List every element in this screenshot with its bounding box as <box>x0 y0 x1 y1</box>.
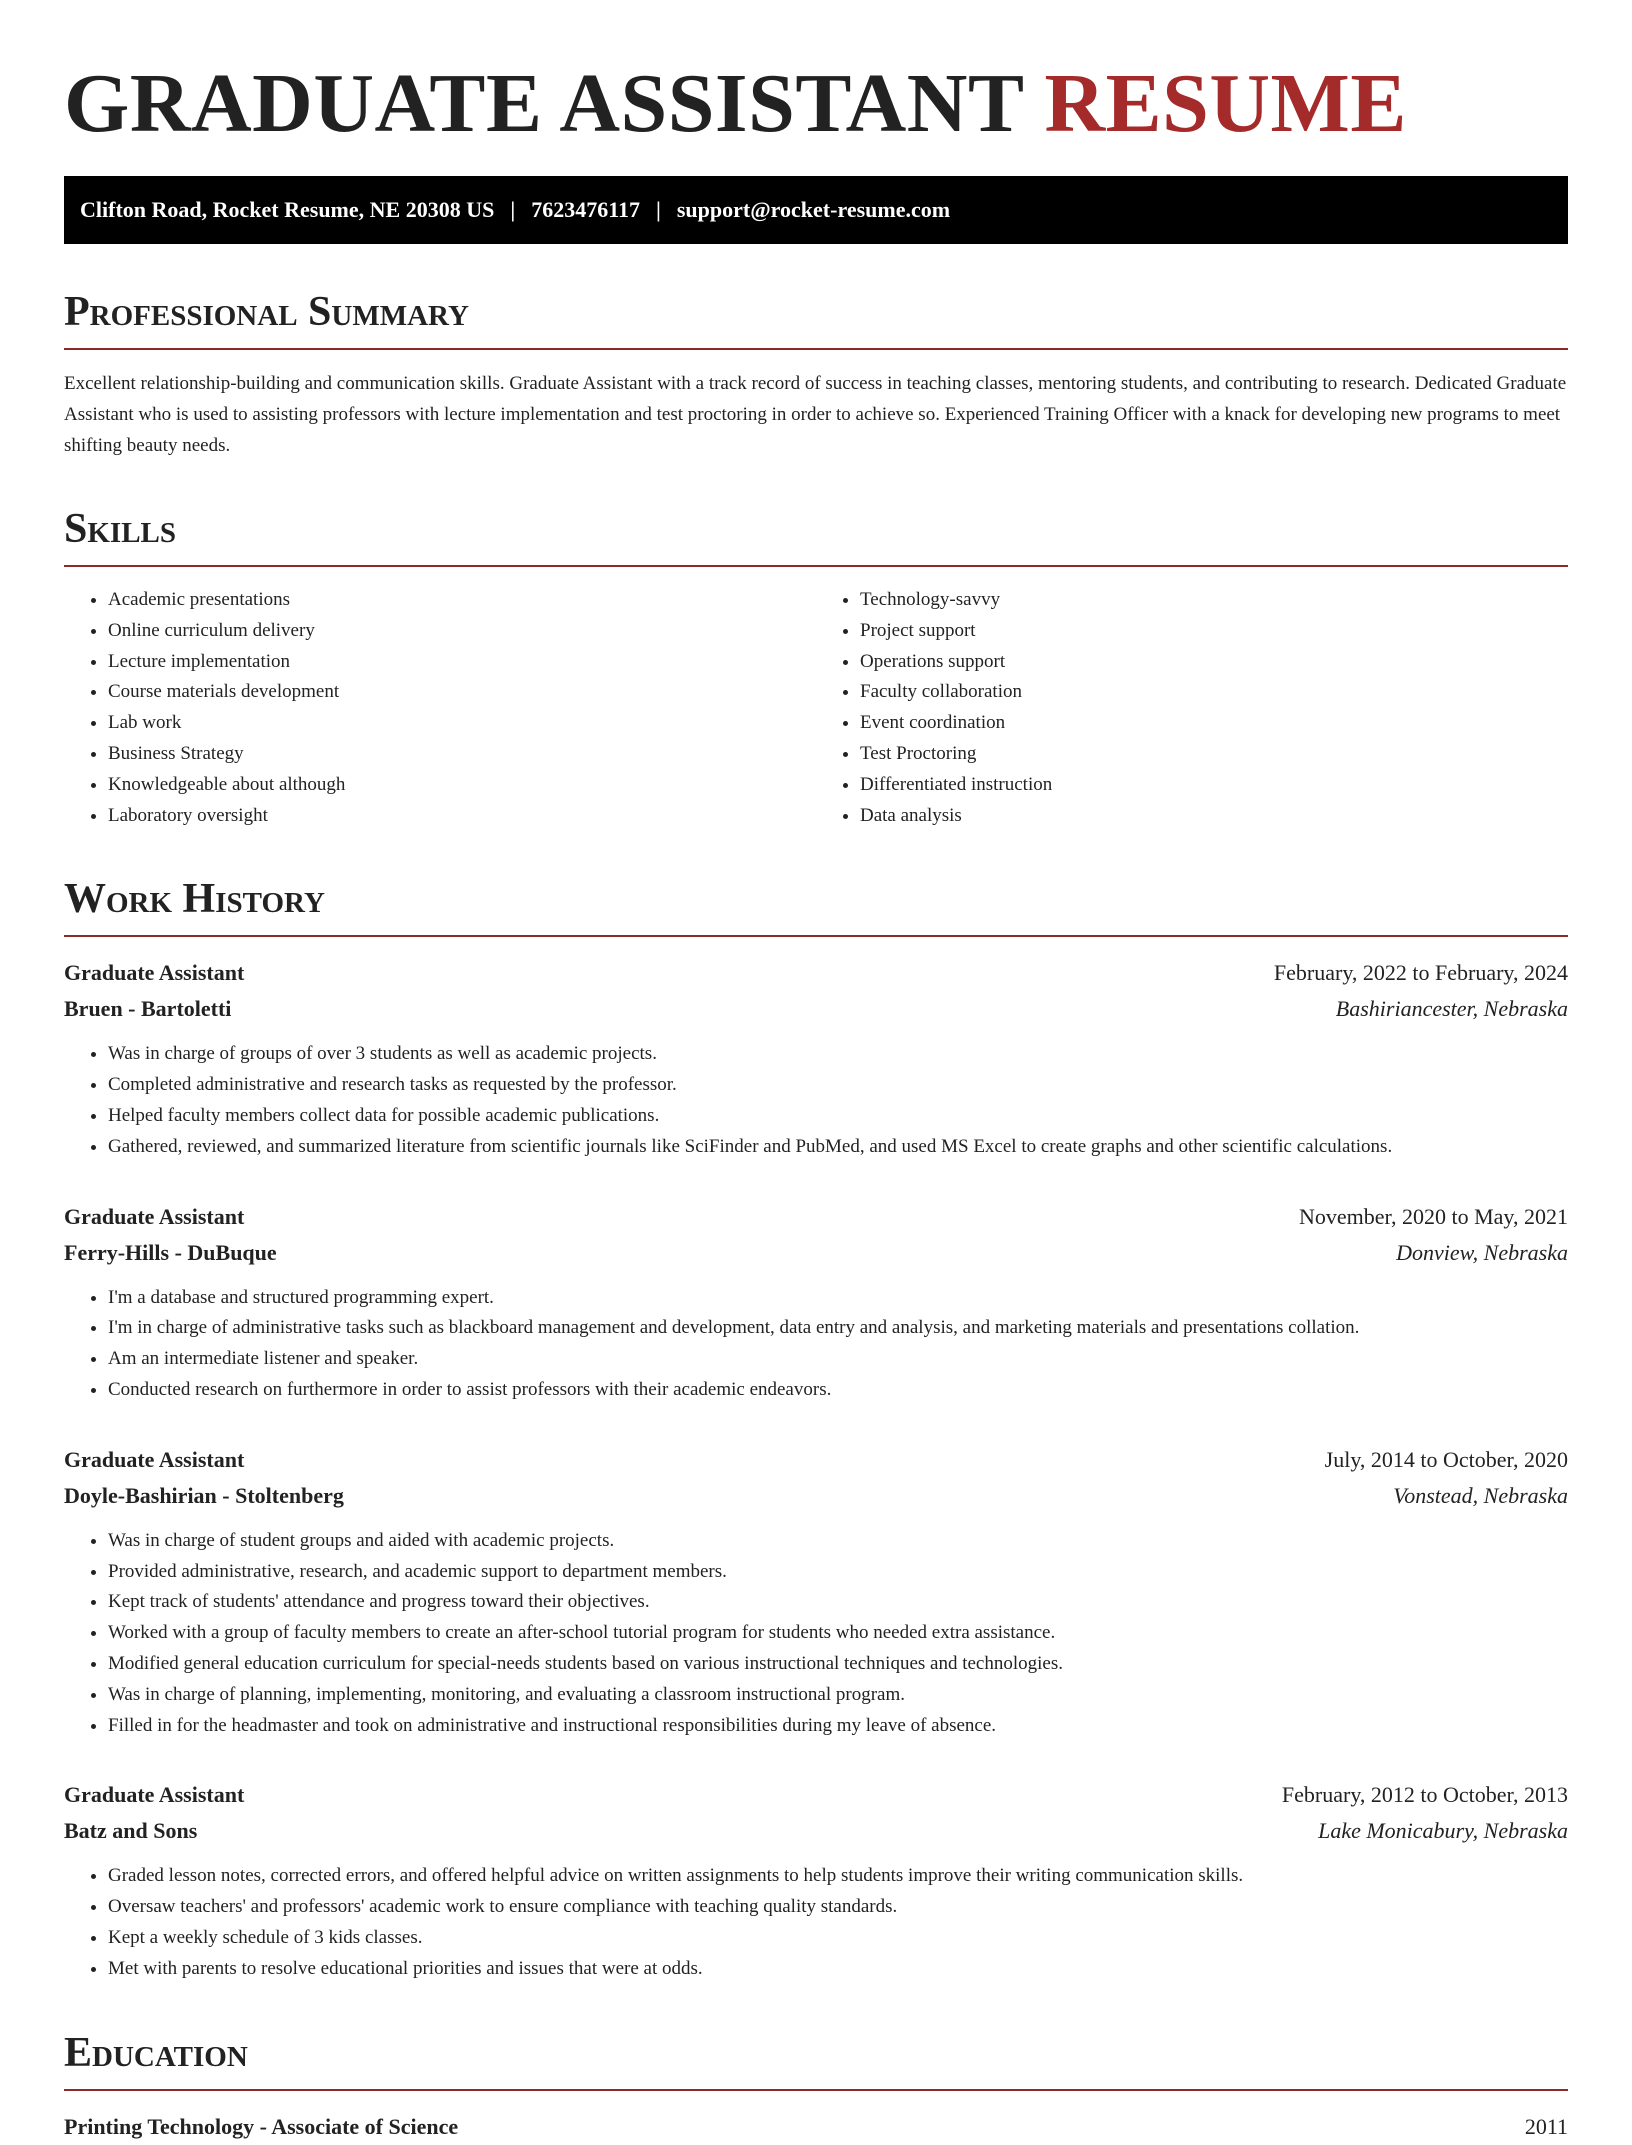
job-entry <box>64 955 1568 1162</box>
job-bullet: • Met with parents to resolve educational priorities and issues that were at odds. <box>108 1954 1568 1985</box>
job-bullet: • Am an intermediate listener and speaker. <box>108 1344 1568 1375</box>
skill-item: • Test Proctoring <box>860 739 1568 770</box>
job-company-row <box>64 1478 1568 1514</box>
skill-item: • Course materials development <box>108 677 816 708</box>
skill-item: • Operations support <box>860 647 1568 678</box>
job-header-row <box>64 955 1568 991</box>
job-bullet: • Conducted research on furthermore in order to assist professors with their academic endeavors. <box>108 1375 1568 1406</box>
skill-item: • Online curriculum delivery <box>108 616 816 647</box>
job-bullet: • Provided administrative, research, and academic support to department members. <box>108 1557 1568 1588</box>
contact-phone: 7623476117 <box>531 197 640 222</box>
education-heading: Education <box>64 2029 1568 2091</box>
work-history-list <box>64 955 1568 1984</box>
contact-address: Clifton Road, Rocket Resume, NE 20308 US <box>80 197 495 222</box>
job-dates: February, 2022 to February, 2024 <box>1273 960 1568 986</box>
job-title: Graduate Assistant <box>64 960 245 986</box>
summary-heading: Professional Summary <box>64 288 1568 350</box>
job-bullet: • Graded lesson notes, corrected errors, and offered helpful advice on written assignments to help students improve their writing communication skills. <box>108 1861 1568 1892</box>
skill-item: • Lab work <box>108 708 816 739</box>
job-dates: July, 2014 to October, 2020 <box>1324 1446 1568 1472</box>
skills-column-right <box>816 585 1568 831</box>
job-company-row <box>64 991 1568 1027</box>
skill-item: • Faculty collaboration <box>860 677 1568 708</box>
title-main: GRADUATE ASSISTANT <box>64 57 1023 150</box>
job-entry <box>64 1199 1568 1406</box>
education-entry <box>64 2109 1568 2145</box>
job-location: Donview, Nebraska <box>1396 1239 1568 1265</box>
job-header-row <box>64 1199 1568 1235</box>
job-bullet: • Worked with a group of faculty members to create an after-school tutorial program for students who needed extra assistance. <box>108 1618 1568 1649</box>
job-bullet: • Modified general education curriculum for special-needs students based on various instructional techniques and technologies. <box>108 1649 1568 1680</box>
skill-item: • Event coordination <box>860 708 1568 739</box>
job-bullet: • Kept track of students' attendance and progress toward their objectives. <box>108 1587 1568 1618</box>
job-entry <box>64 1442 1568 1742</box>
company-name: Ferry-Hills - DuBuque <box>64 1239 277 1265</box>
job-location: Bashiriancester, Nebraska <box>1335 996 1568 1022</box>
job-dates: February, 2012 to October, 2013 <box>1281 1782 1568 1808</box>
skill-item: • Data analysis <box>860 801 1568 832</box>
job-bullet: • Gathered, reviewed, and summarized literature from scientific journals like SciFinder and PubMed, and used MS Excel to create graphs and other scientific calculations. <box>108 1132 1568 1163</box>
skill-item: • Laboratory oversight <box>108 801 816 832</box>
education-year: 2011 <box>1524 2113 1568 2139</box>
skill-item: • Lecture implementation <box>108 647 816 678</box>
job-entry <box>64 1777 1568 1984</box>
job-bullet: • Was in charge of student groups and aided with academic projects. <box>108 1526 1568 1557</box>
skill-item: • Business Strategy <box>108 739 816 770</box>
job-company-row <box>64 1235 1568 1271</box>
contact-separator: | <box>655 197 661 222</box>
job-company-row <box>64 1813 1568 1849</box>
job-title: Graduate Assistant <box>64 1446 245 1472</box>
job-bullet: • Was in charge of planning, implementing, monitoring, and evaluating a classroom instructional program. <box>108 1680 1568 1711</box>
job-bullet: • Filled in for the headmaster and took on administrative and instructional responsibilities during my leave of absence. <box>108 1711 1568 1742</box>
job-bullet: • Helped faculty members collect data for possible academic publications. <box>108 1101 1568 1132</box>
skill-item: • Academic presentations <box>108 585 816 616</box>
job-bullet: • I'm a database and structured programming expert. <box>108 1283 1568 1314</box>
resume-title <box>64 56 1568 152</box>
skills-column-left <box>64 585 816 831</box>
job-bullet: • Was in charge of groups of over 3 students as well as academic projects. <box>108 1039 1568 1070</box>
summary-text: Excellent relationship-building and communication skills. Graduate Assistant with a track record of success in teaching classes, mentoring students, and contributing to research. Dedicated Graduate Assistant who is used to assisting professors with lecture implementation and test proctoring in order to achieve so. Experienced Training Officer with a knack for developing new programs to meet shifting beauty needs. <box>64 373 1567 456</box>
work-history-heading: Work History <box>64 875 1568 937</box>
job-bullet: • I'm in charge of administrative tasks such as blackboard management and development, data entry and analysis, and marketing materials and presentations collation. <box>108 1313 1568 1344</box>
skill-item: • Project support <box>860 616 1568 647</box>
job-dates: November, 2020 to May, 2021 <box>1299 1203 1568 1229</box>
title-accent: RESUME <box>1044 57 1407 150</box>
skills-heading: Skills <box>64 505 1568 567</box>
job-location: Lake Monicabury, Nebraska <box>1318 1818 1568 1844</box>
job-bullets <box>64 1526 1568 1742</box>
company-name: Bruen - Bartoletti <box>64 996 232 1022</box>
skills-list <box>64 585 1568 831</box>
job-bullets <box>64 1039 1568 1162</box>
job-bullet: • Oversaw teachers' and professors' academic work to ensure compliance with teaching quality standards. <box>108 1892 1568 1923</box>
skill-item: • Technology-savvy <box>860 585 1568 616</box>
job-bullet: • Completed administrative and research tasks as requested by the professor. <box>108 1070 1568 1101</box>
job-header-row <box>64 1777 1568 1813</box>
contact-email: support@rocket-resume.com <box>676 197 951 222</box>
job-title: Graduate Assistant <box>64 1782 245 1808</box>
job-location: Vonstead, Nebraska <box>1393 1482 1568 1508</box>
job-title: Graduate Assistant <box>64 1203 245 1229</box>
job-bullets <box>64 1861 1568 1984</box>
job-bullet: • Kept a weekly schedule of 3 kids classes. <box>108 1923 1568 1954</box>
job-header-row <box>64 1442 1568 1478</box>
skill-item: • Differentiated instruction <box>860 770 1568 801</box>
company-name: Batz and Sons <box>64 1818 198 1844</box>
education-degree: Printing Technology - Associate of Science <box>64 2113 459 2139</box>
company-name: Doyle-Bashirian - Stoltenberg <box>64 1482 344 1508</box>
contact-separator: | <box>510 197 516 222</box>
skill-item: • Knowledgeable about although <box>108 770 816 801</box>
contact-bar <box>64 176 1568 244</box>
education-list <box>64 2109 1568 2145</box>
job-bullets <box>64 1283 1568 1406</box>
